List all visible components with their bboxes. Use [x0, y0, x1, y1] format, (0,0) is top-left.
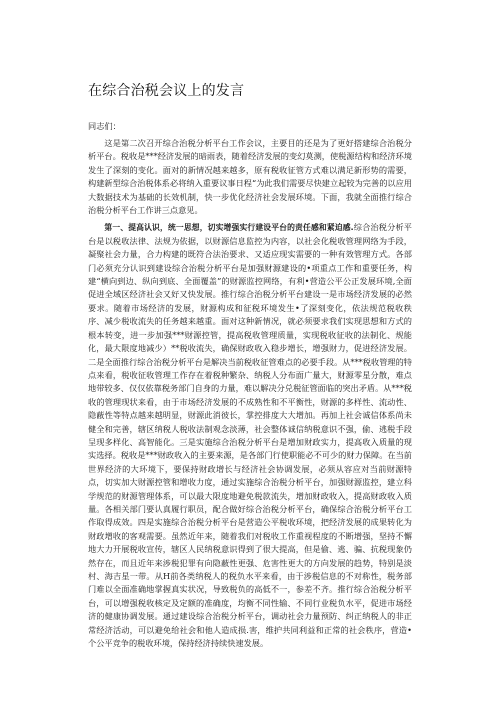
section-heading: 第一、提高认识，统一思想，切实增强实行建设平台的责任感和紧迫感. [104, 223, 354, 233]
paragraph-intro [88, 137, 412, 217]
paragraph-text: 这是第二次召开综合治税分析平台工作会议，主要目的还是为了更好搭建综合治税分析平台。税收是***经济发展的暗雨表，随着经济发展的变幻莫测，使税源结构和经济环境发生了深刻的变化。面对的新情况越来越多，原有税收征管方式难以满足新形势的需要，构建新型综合治税体系必将纳入重要议事日程“为此我们需要尽快建立起较为完善的以应用大数据技术为基础的长效机制，快一步优化经济社会发展环境。下面，我就全面推行综合治税分析平台工作讲三点意见。 [88, 138, 412, 216]
salutation: 同志们： [88, 121, 121, 131]
document-title: 在综合治税会议上的发言 [88, 83, 245, 99]
paragraph-text: 综合治税分析平台是以税收法律、法规为依据，以财源信息监控为内容，以社会化税收管理网络为手段，凝聚社会力量，合力构建的既符合法治要求、又适应现实需要的一种有效管理方式。各部门必须充分认识到建设综合治税分析平台是加强财源建设的•项重点工作和重要任务，构建“横向到边、纵向到底、全面覆盖”的财源监控网络，有利•营造公平公正发展环境,全面促进全域区经济社会又好又快发展。推行综合治税分析平台建设一是市场经济发展的必然要求。随着市场经济的发展，财源构成和征税环境发生•了深刻变化，依法规范税收秩序、减少税收流失的任务越来越重。面对这种新情况，就必须要求我们实现思想和方式的根本转变，进一步加强***财源控管，提高税收管理质量，实现税收征收的法制化、规能化，最大限度地减少）**税收流失，确保财政收入稳步增长，增强财力，促进经济发展。二是全面推行综合治税分析平台是解决当前税收征管难点的必要手段。从***税收管理的特点来看，税收征收管理工作存在着税种繁杂、纳税人分布面广量大，财源零星分散，难点地带较多、仅仅依靠税务部门自身的力量，难以解决分兑税征管面临的突出矛盾。从***税收的管理现状来看，由于市场经济发展的不成熟性和不平衡性，财源的多样性、流动性、隐蔽性等特点越来越明显，财源此消彼长，掌控排度大大增加。再加上社会诚信体系尚未健全和完善，辖区纳税人税收法制观念淡薄，社会整体诚信纳税意识不强，偷、逃税手段呈现多样化、高智能化。三是实施综合治税分析平台是增加财政实力，提高收入质量的现实选择。税收是***财政收入的主要来源，是各部门行使职能必不可少的财力保障。在当前世界经济的大环境下，要保持财政增长与经济社会协调发展，必须从容应对当前财源特点，切实加大财源控管和增收力度，通过实施综合治税分析平台，加强财源监控，建立科学规范的财源管理体系，可以最大限度地避免税款流失，增加财政收入，提高财政收入质量。各相关部门要认真履行职员，配合做好综合治税分析平台，确保综合治税分析平台工作取得成效。四是实施综合治税分析平台是营造公平税收环境，把经济发展的成果转化为财政增收的客观需要。虽然近年来，随着我们对税收工作重视程度的不断增强，坚持不懈地大力开展税收宣传，辖区人民纳税意识得到了很大提高，但是偷、逃、骗、抗税现象仍然存在，而且近年来涉税犯罪有向隐蔽性更强、危害性更大的方向发展的趋势，特别是淡村、海吉星一带。从H前各类纳税人的税负水平来看，由于涉税信息的不对称性，税务部门难以全面准确地掌握真实状况，导致税负的高低不一，参差不齐。推行综合治税分析平台，可以增强税收核定及定额的准确度，均衡不同性输、不同行业税负水平，促进市场经济的健康协调发展。通过建设综合治税分析平台，调动社会力量预防、纠正纳税人的非正常经济活动，可以避免给社会和他人造成损.害，维护共同利益和正常的社会秩序，营造•个公平竞争的税收环境，保持经济持续快速发展。 [88, 222, 412, 649]
paragraph-section-one [88, 221, 412, 650]
